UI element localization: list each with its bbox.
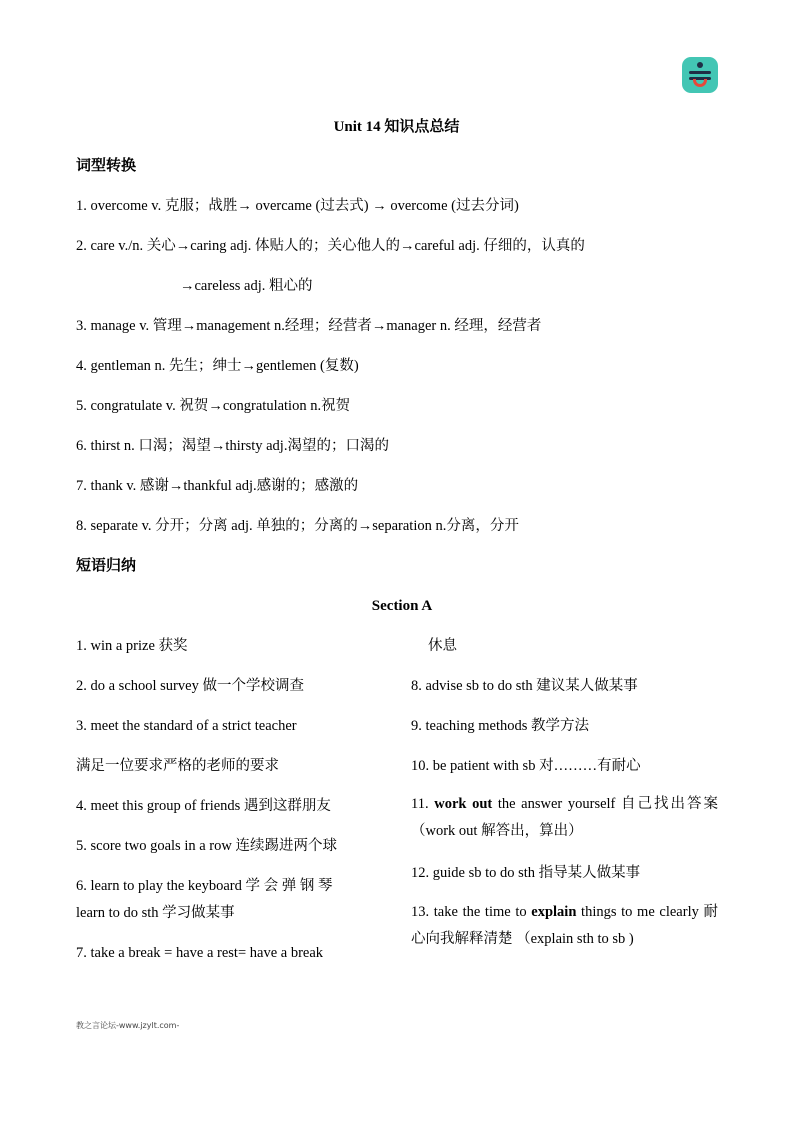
word-form-item: 6. thirst n. 口渴；渴望→thirsty adj.渴望的；口渴的 <box>76 438 389 454</box>
phrase-text: things to me clearly 耐心向我解释清楚 （explain sth to sb ) <box>411 904 718 947</box>
phrase-item: 10. be patient with sb 对………有耐心 <box>411 758 641 774</box>
word-form-item: 5. congratulate v. 祝贺→congratulation n.祝贺 <box>76 398 351 414</box>
word-form-item: 3. manage v. 管理→management n.经理；经营者→manager n. 经理，经营者 <box>76 318 542 334</box>
word-form-item: 4. gentleman n. 先生；绅士→gentlemen (复数) <box>76 358 359 374</box>
phrase-item: 9. teaching methods 教学方法 <box>411 718 589 734</box>
phrase-item-continuation: 休息 <box>428 638 457 654</box>
word-form-item: 7. thank v. 感谢→thankful adj.感谢的；感激的 <box>76 478 359 494</box>
phrase-item: 12. guide sb to do sth 指导某人做某事 <box>411 865 641 881</box>
phrase-item: 1. win a prize 获奖 <box>76 638 188 654</box>
phrase-item-translation: 满足一位要求严格的老师的要求 <box>76 758 279 774</box>
logo <box>682 57 718 93</box>
phrase-text: 13. take the time to <box>411 904 532 920</box>
phrase-item: 6. learn to play the keyboard 学 会 弹 钢 琴 <box>76 878 333 894</box>
logo-dot <box>697 62 703 68</box>
phrase-item: 4. meet this group of friends 遇到这群朋友 <box>76 798 331 814</box>
phrase-item: 3. meet the standard of a strict teacher <box>76 718 297 734</box>
heading-phrases: 短语归纳 <box>76 558 137 574</box>
phrase-item: 5. score two goals in a row 连续踢进两个球 <box>76 838 337 854</box>
phrase-keyword: work out <box>434 796 493 812</box>
word-form-item-continuation: →careless adj. 粗心的 <box>180 278 313 294</box>
logo-bar <box>689 71 711 74</box>
phrase-keyword: explain <box>531 904 577 920</box>
word-form-item: 1. overcome v. 克服；战胜→ overcame (过去式) → overcome (过去分词) <box>76 198 519 214</box>
logo-smile <box>693 79 707 87</box>
footer-text: 教之言论坛-www.jzylt.com- <box>76 1021 180 1030</box>
phrase-item: 8. advise sb to do sth 建议某人做某事 <box>411 678 638 694</box>
phrase-text: the answer yourself 自己找出答案 （work out 解答出，算出） <box>411 796 718 839</box>
phrase-number: 11. <box>411 796 435 812</box>
phrase-item <box>411 899 718 953</box>
section-a-title: Section A <box>371 598 433 614</box>
page-title: Unit 14 知识点总结 <box>333 119 460 135</box>
phrase-item: 2. do a school survey 做一个学校调查 <box>76 678 304 694</box>
phrase-item: 7. take a break = have a rest= have a break <box>76 945 324 961</box>
heading-word-forms: 词型转换 <box>76 158 137 174</box>
word-form-item: 8. separate v. 分开；分离 adj. 单独的；分离的→separation n.分离，分开 <box>76 518 519 534</box>
phrase-item <box>411 791 718 845</box>
phrase-item-continuation: learn to do sth 学习做某事 <box>76 905 235 921</box>
word-form-item: 2. care v./n. 关心→caring adj. 体贴人的；关心他人的→careful adj. 仔细的，认真的 <box>76 238 585 254</box>
